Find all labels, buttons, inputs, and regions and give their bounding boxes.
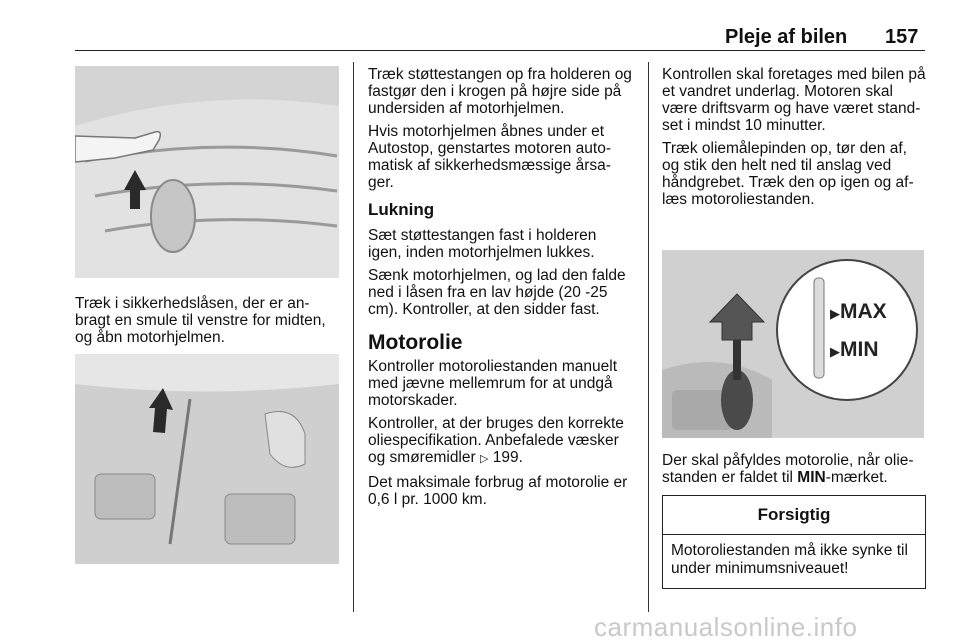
column-divider [648,62,649,612]
paragraph-text: -mærket. [825,469,888,486]
page-reference-icon: ▷ [479,453,489,465]
triangle-marker-icon: ▶ [830,306,840,321]
page-reference[interactable]: 199. [492,449,523,466]
min-text: MIN [840,338,879,361]
paragraph: Sæt støttestangen fast i holderen igen, inden motorhjelmen lukkes. [368,227,597,261]
page-number: 157 [885,26,919,48]
caution-box [662,495,926,589]
paragraph: Det maksimale forbrug af motorolie er 0,6 l pr. 1000 km. [368,474,628,508]
section-heading-engine-oil: Motorolie [368,331,463,354]
right-column [662,66,928,214]
paragraph: Kontroller motoroliestanden manuelt med jævne mellemrum for at undgå motorskader. [368,358,617,409]
paragraph: Sænk motorhjelmen, og lad den falde ned i låsen fra en lav højde (20 -25 cm). Kontroller, at den sidder fast. [368,267,626,318]
open-bonnet-illustration [75,354,339,564]
column-divider [353,62,354,612]
right-column-lower [662,452,928,492]
dipstick-max-label [830,300,887,324]
paragraph [368,415,634,468]
middle-column [368,66,634,514]
max-text: MAX [840,300,887,323]
section-heading-closing: Lukning [368,200,435,219]
paragraph: Træk oliemålepinden op, tør den af, og stik den helt ned til anslag ved håndgrebet. Træk den op igen og af-læs motoroliestanden. [662,140,914,208]
caution-text: Motoroliestanden må ikke synke til under minimumsniveauet! [671,542,908,577]
paragraph-text: Kontroller, at der bruges den korrekte oliespecifikation. Anbefalede væsker og smøremidler [368,415,624,466]
paragraph: Træk støttestangen op fra holderen og fastgør den i krogen på højre side på undersiden af motorhjelmen. [368,66,632,117]
watermark: carmanualsonline.info [594,612,858,642]
bonnet-latch-illustration [75,66,339,278]
page-header-title: Pleje af bilen [725,26,848,48]
paragraph [662,452,928,486]
paragraph: Kontrollen skal foretages med bilen på et vandret underlag. Motoren skal være driftsvarm og have været stand-set i mindst 10 minutter. [662,66,926,134]
paragraph-text: Der skal påfyldes motorolie, når olie-standen er faldet til [662,452,914,486]
illustration-caption: Træk i sikkerhedslåsen, der er an-bragt en smule til venstre for midten, og åbn motorhjelmen. [75,295,326,346]
left-column [75,295,341,352]
dipstick-min-label [830,338,879,362]
dipstick-illustration [662,250,924,438]
header-rule [75,50,925,51]
triangle-marker-icon: ▶ [830,344,840,359]
paragraph: Hvis motorhjelmen åbnes under et Autostop, genstartes motoren auto-matisk af sikkerhedsmæssige årsa-ger. [368,123,611,191]
caution-title: Forsigtig [663,496,925,535]
min-mark-bold: MIN [797,469,826,486]
